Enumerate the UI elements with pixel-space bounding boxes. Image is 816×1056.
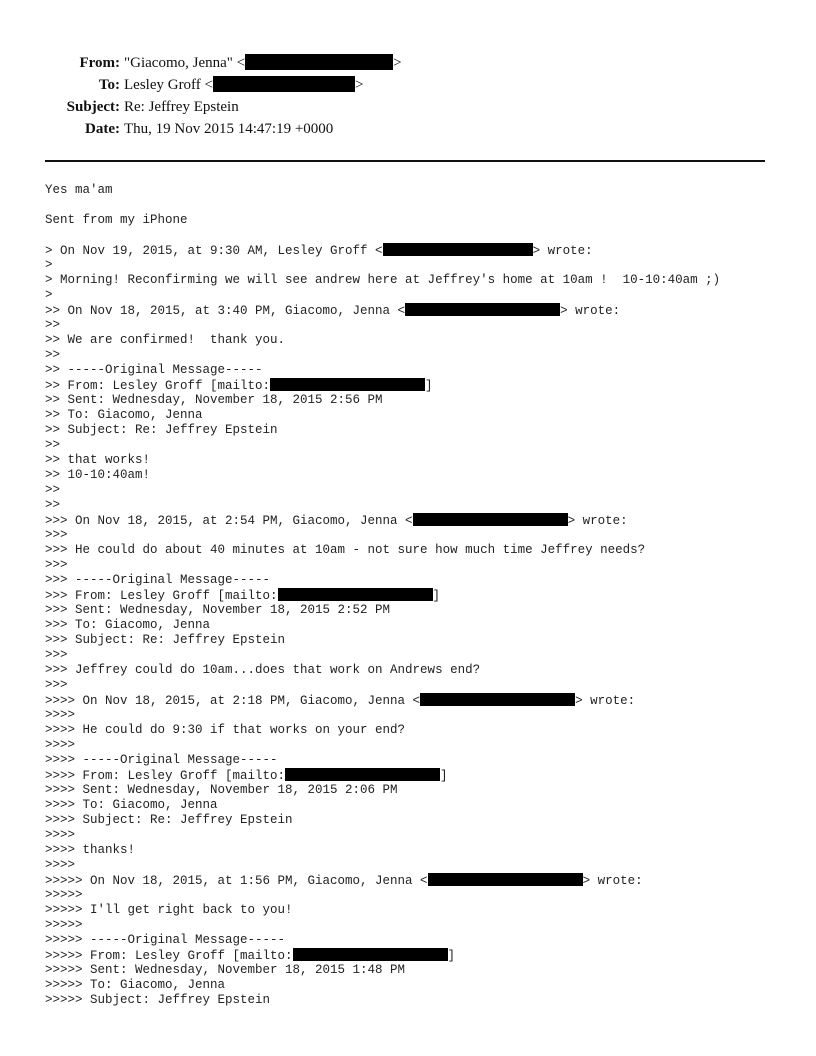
body-line: >> [45, 348, 61, 362]
to-label: To: [98, 77, 120, 93]
from-row [0, 52, 816, 74]
redaction-box [270, 378, 425, 391]
quote-header-line [45, 513, 785, 528]
body-line: >>> Jeffrey could do 10am...does that work on Andrews end? [45, 663, 481, 677]
body-line: >>>> He could do 9:30 if that works on your end? [45, 723, 406, 737]
body-line: >>>>> [45, 918, 83, 932]
date-label: Date: [85, 121, 120, 137]
body-line: > Morning! Reconfirming we will see andrew here at Jeffrey's home at 10am ! 10-10:40am ;) [45, 273, 721, 287]
body-line: >>>> thanks! [45, 843, 136, 857]
quote-text: >> On Nov 18, 2015, at 3:40 PM, Giacomo, Jenna < [45, 304, 406, 318]
from-value [124, 52, 402, 74]
quote-header-line [45, 243, 785, 258]
quote-text: >>> On Nov 18, 2015, at 2:54 PM, Giacomo, Jenna < [45, 514, 413, 528]
blank-line [45, 228, 785, 243]
body-line: >> [45, 483, 61, 497]
quote-text: > wrote: [575, 694, 636, 708]
quote-text: > wrote: [582, 874, 643, 888]
body-line: >>>>> Subject: Jeffrey Epstein [45, 993, 271, 1007]
body-line: >>> -----Original Message----- [45, 573, 271, 587]
quote-text: >>> From: Lesley Groff [mailto: [45, 589, 278, 603]
body-line: >>> [45, 678, 68, 692]
body-line: >>> Sent: Wednesday, November 18, 2015 2:52 PM [45, 603, 391, 617]
quote-header-line [45, 303, 785, 318]
subject-value: Re: Jeffrey Epstein [124, 99, 239, 115]
body-line: >>>>> Sent: Wednesday, November 18, 2015 1:48 PM [45, 963, 406, 977]
quote-from-line [45, 378, 785, 393]
quote-text: > wrote: [560, 304, 621, 318]
quote-text: >>>>> From: Lesley Groff [mailto: [45, 949, 293, 963]
subject-label: Subject: [66, 99, 120, 115]
quote-header-line [45, 693, 785, 708]
body-line: >>>>> [45, 888, 83, 902]
redaction-box [428, 873, 583, 886]
body-line: >> Subject: Re: Jeffrey Epstein [45, 423, 278, 437]
body-line: >>>>> To: Giacomo, Jenna [45, 978, 226, 992]
body-line: >>>> [45, 738, 76, 752]
quote-from-line [45, 948, 785, 963]
body-line: >> [45, 438, 61, 452]
body-line: >>>> [45, 828, 76, 842]
header-divider [45, 160, 765, 162]
redaction-box [405, 303, 560, 316]
from-label: From: [79, 55, 120, 71]
quote-text: ] [440, 769, 448, 783]
from-name: "Giacomo, Jenna" < [124, 55, 246, 71]
body-line: >> that works! [45, 453, 151, 467]
body-line: Sent from my iPhone [45, 213, 188, 227]
body-line: >>>> -----Original Message----- [45, 753, 278, 767]
body-line: >>>> To: Giacomo, Jenna [45, 798, 218, 812]
subject-row [0, 96, 816, 118]
redaction-box [293, 948, 448, 961]
body-line: >>>> [45, 708, 76, 722]
quote-text: >>>> On Nov 18, 2015, at 2:18 PM, Giacomo, Jenna < [45, 694, 421, 708]
redaction-box [285, 768, 440, 781]
body-line: >> To: Giacomo, Jenna [45, 408, 203, 422]
body-line: >>>>> -----Original Message----- [45, 933, 286, 947]
redaction-box [213, 76, 355, 92]
quote-text: >>>>> On Nov 18, 2015, at 1:56 PM, Giacomo, Jenna < [45, 874, 428, 888]
body-line: >> [45, 318, 61, 332]
quote-text: ] [432, 589, 441, 603]
body-line: > [45, 258, 53, 272]
body-line: >> Sent: Wednesday, November 18, 2015 2:56 PM [45, 393, 383, 407]
body-line: >>>> [45, 858, 76, 872]
body-line: >>> He could do about 40 minutes at 10am - not sure how much time Jeffrey needs? [45, 543, 646, 557]
body-line: >>> [45, 648, 68, 662]
body-line: >>> [45, 558, 68, 572]
body-line: >> -----Original Message----- [45, 363, 263, 377]
quote-from-line [45, 768, 785, 783]
body-line: > [45, 288, 53, 302]
body-line: >>> To: Giacomo, Jenna [45, 618, 211, 632]
body-line: >> [45, 498, 61, 512]
quote-text: >>>> From: Lesley Groff [mailto: [45, 769, 286, 783]
quote-text: >> From: Lesley Groff [mailto: [45, 379, 271, 393]
redaction-box [420, 693, 575, 706]
email-body [45, 183, 785, 1008]
quote-text: > wrote: [567, 514, 628, 528]
body-line: >>> [45, 528, 68, 542]
quote-from-line [45, 588, 785, 603]
body-line: >>> Subject: Re: Jeffrey Epstein [45, 633, 286, 647]
body-line: >>>>> I'll get right back to you! [45, 903, 293, 917]
to-row [0, 74, 816, 96]
quote-text: > On Nov 19, 2015, at 9:30 AM, Lesley Groff < [45, 244, 383, 258]
date-value: Thu, 19 Nov 2015 14:47:19 +0000 [124, 121, 334, 137]
redaction-box [278, 588, 433, 601]
redaction-box [245, 54, 393, 70]
to-name: Lesley Groff < [124, 77, 213, 93]
body-line: >>>> Sent: Wednesday, November 18, 2015 2:06 PM [45, 783, 398, 797]
to-value [124, 74, 363, 96]
blank-line [45, 198, 785, 213]
redaction-box [383, 243, 533, 256]
quote-text: > wrote: [532, 244, 593, 258]
body-line: >> We are confirmed! thank you. [45, 333, 286, 347]
date-row [0, 118, 816, 140]
email-header [0, 52, 816, 140]
to-end: > [355, 77, 364, 93]
body-line: >>>> Subject: Re: Jeffrey Epstein [45, 813, 293, 827]
body-line: >> 10-10:40am! [45, 468, 151, 482]
quote-header-line [45, 873, 785, 888]
quote-text: ] [425, 379, 433, 393]
redaction-box [413, 513, 568, 526]
quote-text: ] [447, 949, 456, 963]
body-line: Yes ma'am [45, 183, 113, 197]
from-end: > [393, 55, 402, 71]
